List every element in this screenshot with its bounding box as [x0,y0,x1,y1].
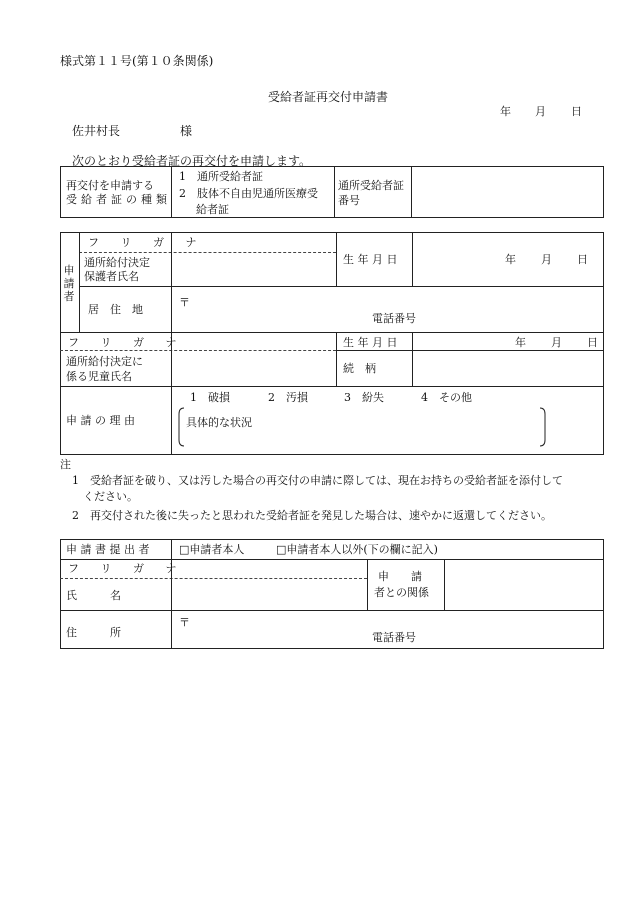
applicant-dob-label: 生 年 月 日 [343,253,398,266]
applicant-dob-year: 年 [505,253,516,266]
certificate-option-2-line2: 給者証 [196,203,229,216]
note-1-line1: 1 受給者証を破り、又は汚した場合の再交付の申請に際しては、現在お持ちの受給者証を添付して [72,474,563,487]
submitter-address-label: 住 所 [66,626,121,639]
applicant-furigana-label: フ リ ガ ナ [88,236,206,249]
reason-option-other[interactable]: 4 その他 [421,391,472,404]
certificate-option-1: 1 通所受給者証 [179,170,263,183]
submitter-name-field[interactable] [174,581,365,608]
details-field[interactable] [260,410,540,444]
residence-postal-mark: 〒 [179,296,190,309]
child-dob-label: 生 年 月 日 [343,336,398,349]
notes-heading: 注 [60,458,71,471]
guardian-name-label-line1: 通所給付決定 [84,256,150,269]
guardian-name-label-line2: 保護者氏名 [84,270,139,283]
submitter-furigana-field[interactable] [174,561,365,577]
child-name-label-line2: 係る児童氏名 [66,370,132,383]
child-name-label-line1: 通所給付決定に [66,355,143,368]
submitter-address-field[interactable] [174,613,602,647]
child-name-field[interactable] [174,353,334,384]
submitter-phone-label: 電話番号 [372,631,416,644]
date-year-label: 年 [500,105,511,118]
certificate-number-field[interactable] [414,169,602,216]
child-dob-month: 月 [551,336,562,349]
submitter-relation-label-line2: 者との関係 [374,586,429,599]
reason-option-soiled[interactable]: 2 汚損 [268,391,308,404]
applicant-dob-day: 日 [577,253,588,266]
residence-label: 居 住 地 [88,303,143,316]
child-relation-field[interactable] [415,353,602,384]
note-1-line2: ください。 [83,490,138,503]
applicant-furigana-field[interactable] [174,234,334,251]
reason-option-lost[interactable]: 3 紛失 [344,391,384,404]
child-dob-year: 年 [515,336,526,349]
applicant-dob-month: 月 [541,253,552,266]
certificate-number-label-line2: 番号 [338,194,360,207]
form-title: 受給者証再交付申請書 [268,90,389,104]
certificate-option-2-line1: 2 肢体不自由児通所医療受 [179,187,318,200]
certificate-type-label-line2: 受給者証の種類 [66,193,171,206]
note-2: 2 再交付された後に失ったと思われた受給者証を発見した場合は、速やかに返還してください。 [72,509,552,522]
submitter-option-self[interactable]: □申請者本人 [179,543,245,556]
residence-phone-label: 電話番号 [372,312,416,325]
intro-text: 次のとおり受給者証の再交付を申請します。 [72,154,312,168]
reason-option-damaged[interactable]: 1 破損 [190,391,230,404]
child-relation-label: 続 柄 [343,362,376,375]
date-month-label: 月 [535,105,546,118]
submitter-furigana-label: フ リ ガ ナ [68,562,186,575]
certificate-type-label-line1: 再交付を申請する [66,179,154,192]
submitter-postal-mark: 〒 [179,616,190,629]
submitter-option-other[interactable]: □申請者本人以外(下の欄に記入) [276,543,438,556]
addressee-honorific: 様 [180,124,193,138]
form-number: 様式第１１号(第１０条関係) [60,54,214,68]
guardian-name-field[interactable] [174,255,334,284]
reason-label: 申 請 の 理 由 [66,414,135,427]
date-day-label: 日 [571,105,582,118]
child-furigana-label: フ リ ガ ナ [68,336,186,349]
submitter-label: 申 請 書 提 出 者 [66,543,150,556]
child-furigana-field[interactable] [174,334,334,349]
submitter-name-label: 氏 名 [66,589,121,602]
submitter-relation-label-line1: 申 請 [378,570,422,583]
applicant-vertical-label: 申 請 者 [63,264,75,303]
residence-field[interactable] [174,289,602,330]
child-dob-day: 日 [587,336,598,349]
addressee: 佐井村長 [72,124,121,138]
submitter-relation-field[interactable] [447,561,602,608]
certificate-number-label-line1: 通所受給者証 [338,179,404,192]
details-label: 具体的な状況 [186,416,252,429]
